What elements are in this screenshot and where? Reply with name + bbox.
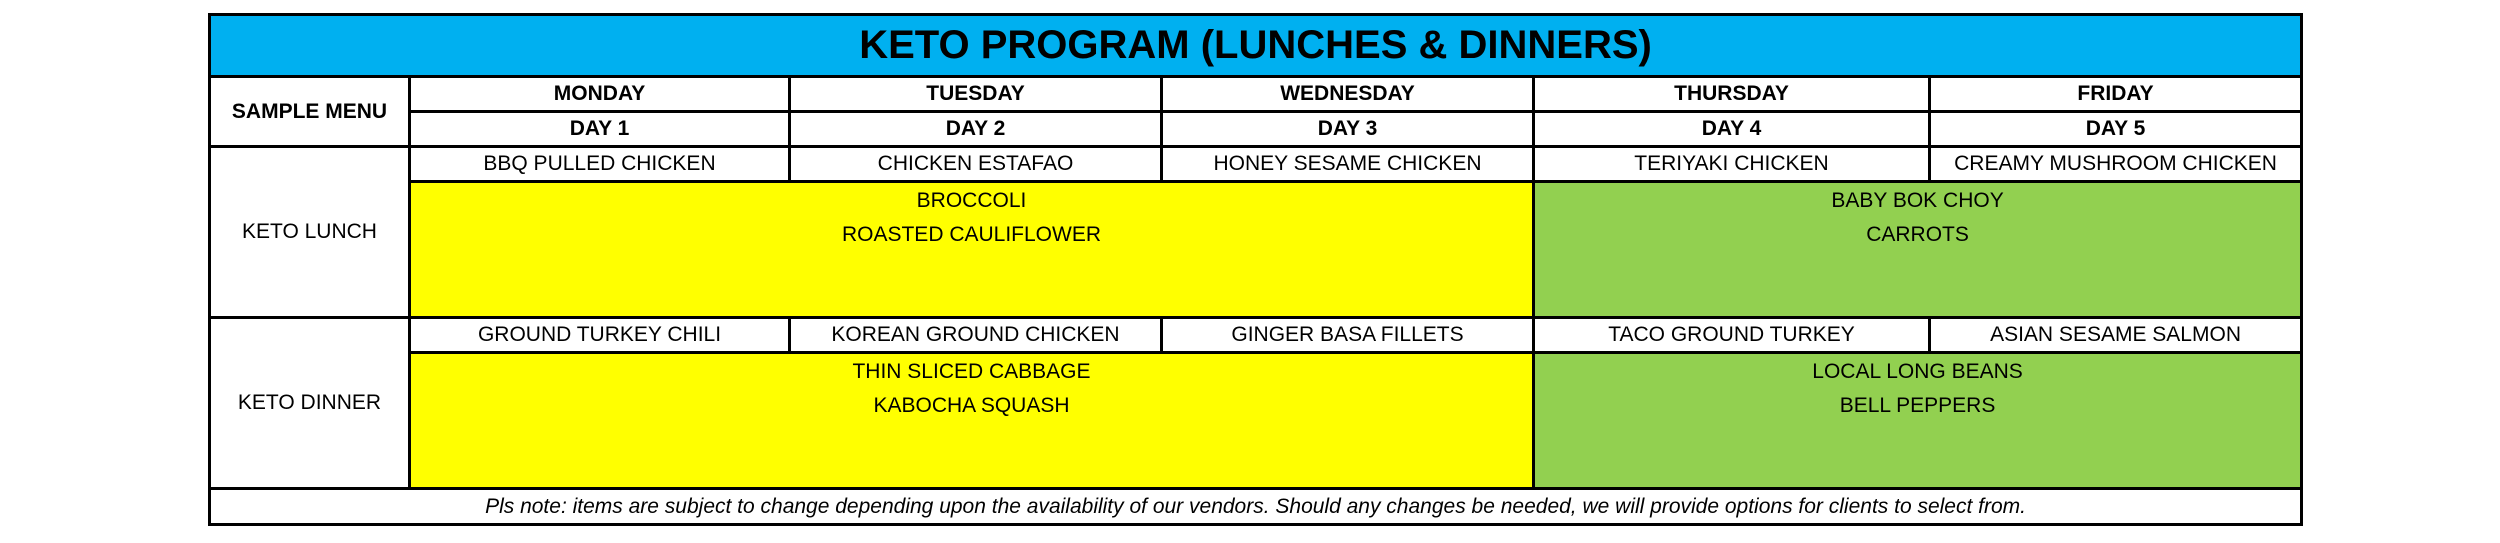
lunch-side-item: CARROTS (1866, 223, 1969, 246)
page-title: KETO PROGRAM (LUNCHES & DINNERS) (210, 15, 2302, 77)
lunch-main-wednesday: HONEY SESAME CHICKEN (1162, 147, 1534, 182)
lunch-side-item: BABY BOK CHOY (1831, 189, 2004, 212)
keto-lunch-label: KETO LUNCH (210, 147, 410, 318)
day-name-friday: FRIDAY (1930, 77, 2302, 112)
day-number-4: DAY 4 (1534, 112, 1930, 147)
lunch-side-item: ROASTED CAULIFLOWER (841, 223, 1102, 246)
dinner-side-item: KABOCHA SQUASH (873, 394, 1070, 417)
lunch-main-tuesday: CHICKEN ESTAFAO (790, 147, 1162, 182)
dinner-main-tuesday: KOREAN GROUND CHICKEN (790, 318, 1162, 353)
lunch-sides-thu-fri (1534, 182, 2302, 318)
lunch-main-friday: CREAMY MUSHROOM CHICKEN (1930, 147, 2302, 182)
sample-menu-label: SAMPLE MENU (210, 77, 410, 147)
dinner-sides-thu-fri (1534, 353, 2302, 489)
lunch-side-item: BROCCOLI (916, 189, 1027, 212)
day-number-2: DAY 2 (790, 112, 1162, 147)
lunch-main-thursday: TERIYAKI CHICKEN (1534, 147, 1930, 182)
availability-note: Pls note: items are subject to change depending upon the availability of our vendors. Should any changes be needed, we will provide options for clients to select from. (210, 489, 2302, 525)
dinner-side-item: THIN SLICED CABBAGE (852, 360, 1091, 383)
day-name-monday: MONDAY (410, 77, 790, 112)
day-name-thursday: THURSDAY (1534, 77, 1930, 112)
dinner-side-item: LOCAL LONG BEANS (1812, 360, 2023, 383)
menu-table (208, 13, 2303, 526)
keto-dinner-label: KETO DINNER (210, 318, 410, 489)
dinner-main-friday: ASIAN SESAME SALMON (1930, 318, 2302, 353)
dinner-side-item: BELL PEPPERS (1839, 394, 1996, 417)
day-number-3: DAY 3 (1162, 112, 1534, 147)
lunch-sides-mon-wed (410, 182, 1534, 318)
day-name-tuesday: TUESDAY (790, 77, 1162, 112)
dinner-main-thursday: TACO GROUND TURKEY (1534, 318, 1930, 353)
day-number-1: DAY 1 (410, 112, 790, 147)
keto-menu-sheet (208, 13, 2300, 533)
dinner-main-monday: GROUND TURKEY CHILI (410, 318, 790, 353)
lunch-main-monday: BBQ PULLED CHICKEN (410, 147, 790, 182)
day-number-5: DAY 5 (1930, 112, 2302, 147)
dinner-sides-mon-wed (410, 353, 1534, 489)
dinner-main-wednesday: GINGER BASA FILLETS (1162, 318, 1534, 353)
day-name-wednesday: WEDNESDAY (1162, 77, 1534, 112)
